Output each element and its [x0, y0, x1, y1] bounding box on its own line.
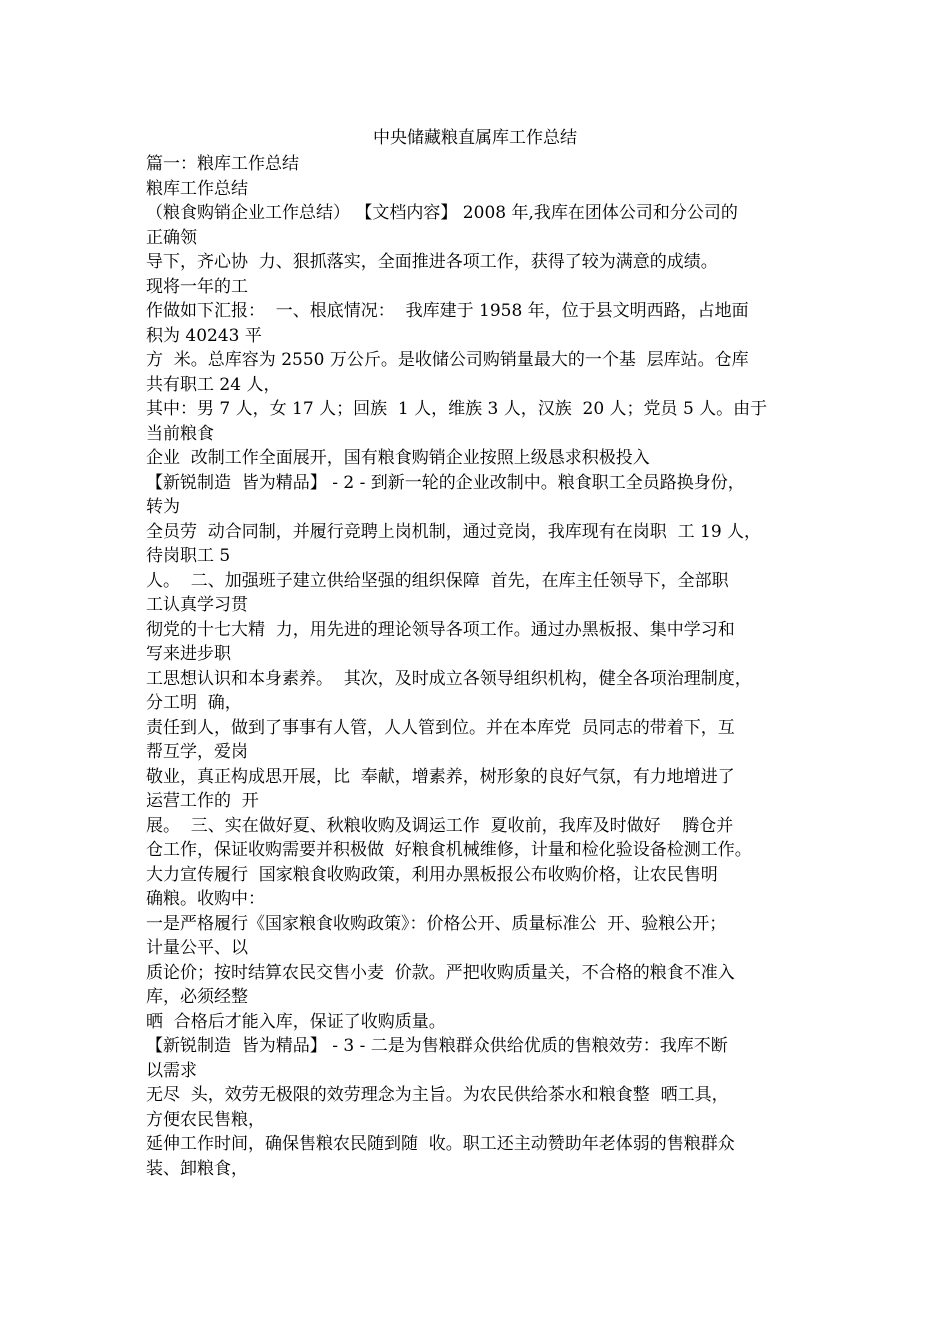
text-line: 运营工作的 开 — [146, 791, 259, 811]
text-line: 质论价；按时结算农民交售小麦 价款。严把收购质量关，不合格的粮食不准入 — [146, 962, 735, 983]
text-line: 分工明 确， — [146, 693, 242, 713]
text-line: 晒 合格后才能入库，保证了收购质量。 — [146, 1011, 446, 1032]
text-line: 仓工作，保证收购需要并积极做 好粮食机械维修，计量和检化验设备检测工作。 — [146, 840, 752, 860]
text-line: 其中：男 7 人，女 17 人；回族 1 人，维族 3 人，汉族 20 人；党员 5 人。由于 — [146, 399, 768, 419]
text-line: 转为 — [146, 497, 180, 517]
text-line: 确粮。收购中： — [146, 889, 265, 909]
document-body — [146, 152, 826, 1181]
text-line: 【新锐制造 皆为精品】 - 2 - 到新一轮的企业改制中。粮食职工全员路换身份， — [146, 472, 745, 493]
text-line: 当前粮食 — [146, 423, 214, 444]
text-line: 装、卸粮食， — [146, 1158, 248, 1179]
text-line: 全员劳 动合同制，并履行竞聘上岗机制，通过竞岗，我库现有在岗职 工 19 人， — [146, 521, 762, 542]
text-line: （粮食购销企业工作总结） 【文档内容】 2008 年,我库在团体公司和分公司的 — [146, 203, 738, 223]
text-line: 无尽 头，效劳无极限的效劳理念为主旨。为农民供给茶水和粮食整 晒工具， — [146, 1085, 729, 1105]
text-line: 库，必须经整 — [146, 987, 248, 1007]
text-line: 延伸工作时间，确保售粮农民随到随 收。职工还主动赞助年老体弱的售粮群众 — [146, 1134, 735, 1154]
text-line: 待岗职工 5 — [146, 546, 231, 566]
text-line: 作做如下汇报： 一、根底情况： 我库建于 1958 年，位于县文明西路，占地面 — [146, 301, 749, 321]
text-line: 人。 二、加强班子建立供给坚强的组织保障 首先，在库主任领导下，全部职 — [146, 570, 729, 591]
text-line: 现将一年的工 — [146, 276, 248, 297]
text-line: 敬业，真正构成思开展，比 奉献，增素养，树形象的良好气氛，有力地增进了 — [146, 766, 735, 787]
text-line: 粮库工作总结 — [146, 178, 248, 199]
text-line: 积为 40243 平 — [146, 325, 262, 346]
text-line: 篇一：粮库工作总结 — [146, 154, 299, 174]
text-line: 彻党的十七大精 力，用先进的理论领导各项工作。通过办黑板报、集中学习和 — [146, 619, 735, 640]
text-line: 计量公平、以 — [146, 938, 248, 958]
text-line: 企业 改制工作全面展开，国有粮食购销企业按照上级恳求积极投入 — [146, 448, 650, 468]
text-line: 展。 三、实在做好夏、秋粮收购及调运工作 夏收前，我库及时做好 腾仓并 — [146, 815, 734, 836]
text-line: 方便农民售粮， — [146, 1109, 265, 1130]
text-line: 共有职工 24 人， — [146, 374, 281, 395]
text-line: 责任到人，做到了事事有人管，人人管到位。并在本库党 员同志的带着下，互 — [146, 717, 735, 738]
text-line: 写来进步职 — [146, 644, 231, 664]
document-title: 中央储藏粮直属库工作总结 — [373, 128, 577, 148]
text-line: 帮互学，爱岗 — [146, 742, 248, 762]
text-line: 工认真学习贯 — [146, 595, 248, 615]
text-line: 方 米。总库容为 2550 万公斤。是收储公司购销量最大的一个基 层库站。仓库 — [146, 350, 749, 370]
text-line: 一是严格履行《国家粮食收购政策》：价格公开、质量标准公 开、验粮公开； — [146, 913, 727, 934]
text-line: 大力宣传履行 国家粮食收购政策，利用办黑板报公布收购价格，让农民售明 — [146, 864, 718, 885]
text-line: 正确领 — [146, 227, 197, 248]
text-line: 工思想认识和本身素养。 其次，及时成立各领导组织机构，健全各项治理制度， — [146, 668, 752, 689]
text-line: 以需求 — [146, 1060, 197, 1081]
text-line: 导下，齐心协 力、狠抓落实，全面推进各项工作，获得了较为满意的成绩。 — [146, 252, 718, 272]
text-line: 【新锐制造 皆为精品】 - 3 - 二是为售粮群众供给优质的售粮效劳：我库不断 — [146, 1036, 728, 1056]
